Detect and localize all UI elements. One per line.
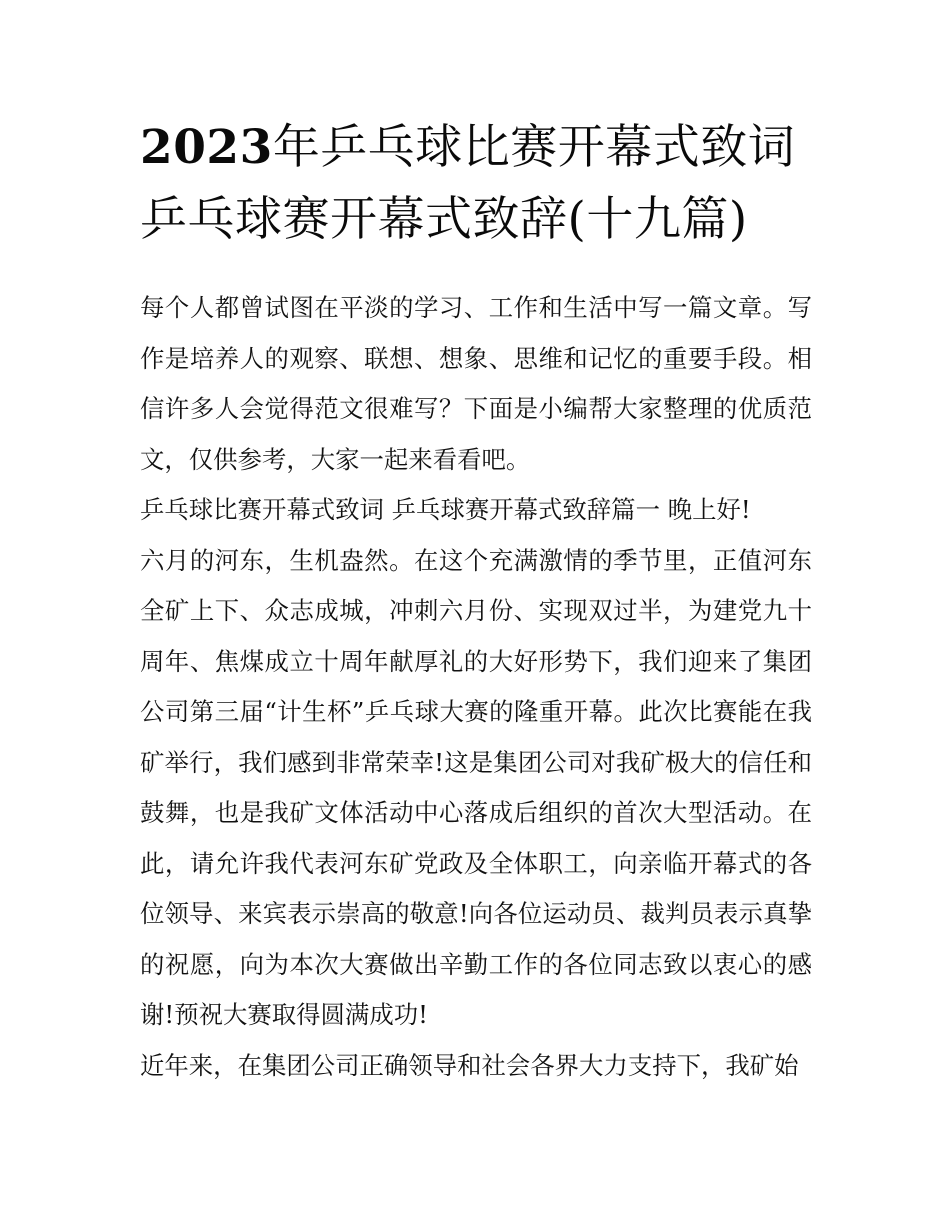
section-heading-paragraph: 乒乓球比赛开幕式致词 乒乓球赛开幕式致辞篇一 晚上好! <box>140 495 751 524</box>
title-line-1 <box>140 112 820 184</box>
intro-paragraph: 每个人都曾试图在平淡的学习、工作和生活中写一篇文章。写作是培养人的观察、联想、想象、思维和记忆的重要手段。相信许多人会觉得范文很难写？下面是小编帮大家整理的优质范文，仅供参考，大家一起来看看吧。 <box>140 293 812 474</box>
document-title <box>140 112 820 256</box>
title-line-2: 乒乓球赛开幕式致辞(十九篇) <box>140 192 748 247</box>
document-body <box>140 283 812 1091</box>
title-line-1-text: 年乒乓球比赛开幕式致词 <box>272 120 796 175</box>
continuation-paragraph: 近年来，在集团公司正确领导和社会各界大力支持下，我矿始 <box>140 1050 799 1080</box>
speech-paragraph: 六月的河东，生机盎然。在这个充满激情的季节里，正值河东全矿上下、众志成城，冲刺六月份、实现双过半，为建党九十周年、焦煤成立十周年献厚礼的大好形势下，我们迎来了集团公司第三届“计生杯”乒乓球大赛的隆重开幕。此次比赛能在我矿举行，我们感到非常荣幸!这是集团公司对我矿极大的信任和鼓舞，也是我矿文体活动中心落成后组织的首次大型活动。在此，请允许我代表河东矿党政及全体职工，向亲临开幕式的各位领导、来宾表示崇高的敬意!向各位运动员、裁判员表示真挚的祝愿，向为本次大赛做出辛勤工作的各位同志致以衷心的感谢!预祝大赛取得圆满成功! <box>140 545 812 1029</box>
title-year: 2023 <box>140 120 273 175</box>
